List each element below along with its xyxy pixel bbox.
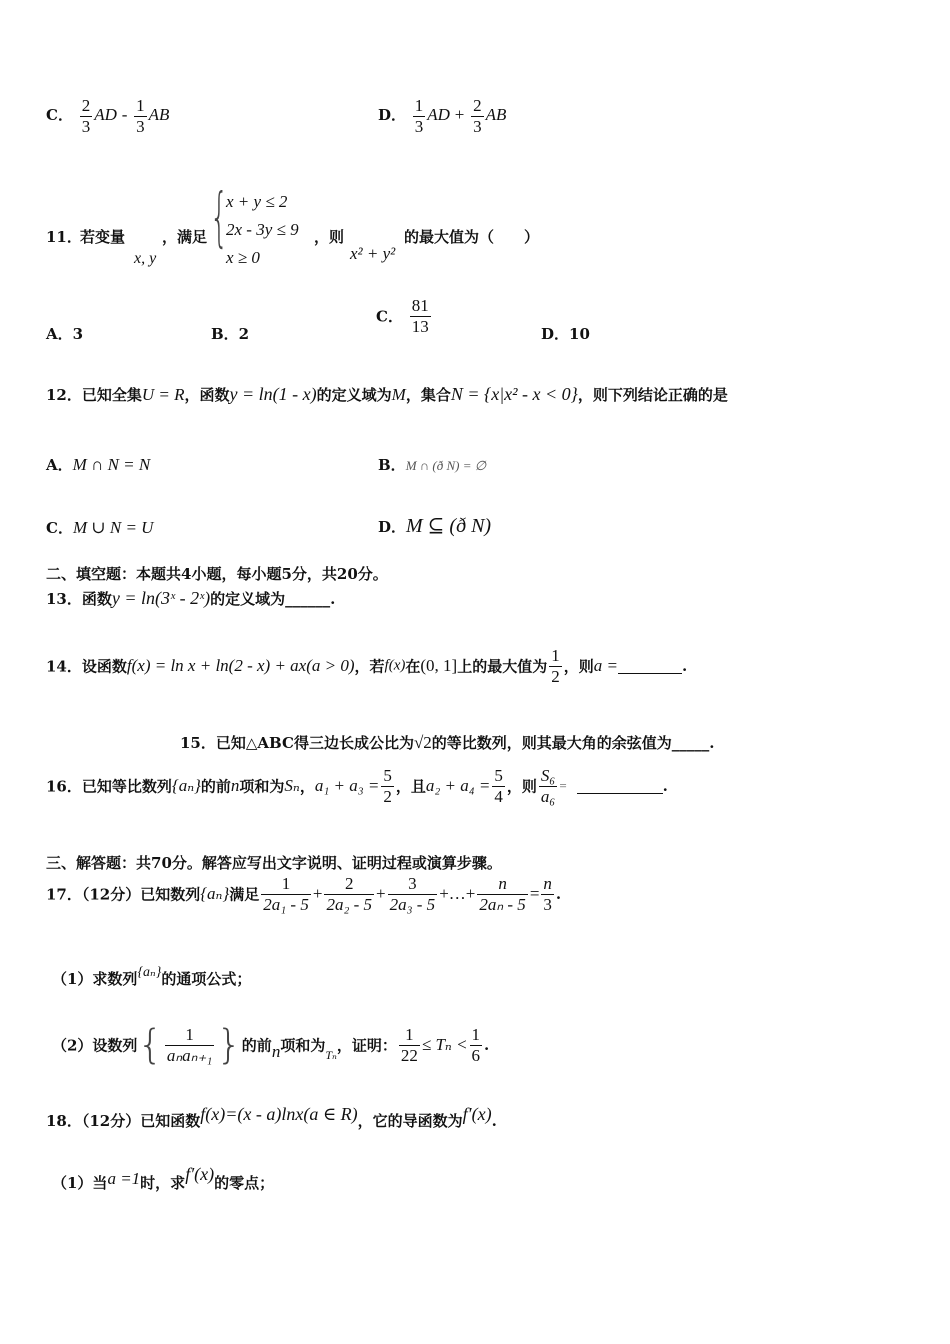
q10-option-d[interactable]: D． $\frac{1}{3}$ AD + $\frac{2}{3}$ AB	[378, 96, 507, 136]
q14: 14．设函数f(x) = ln x + ln(2 - x) + ax(a > 0)，若f(x)在(0, 1]上的最大值为 $\frac{1}{2}$ ，则a = .	[46, 646, 688, 686]
q17-stem: 17．（12分）已知数列{aₙ}满足 $\frac{1}{\text{2a₁ - 5}}$ + $\frac{2}{\text{2a₂ - 5}}$ + $\frac{3}{\text{2a₃ - 5}}$ +…+ $\frac{n}{\text{2aₙ - 5}}$ = $\frac{n}{3}$ .	[46, 874, 562, 914]
q18-part1: （1）当a =1时，求f′(x)的零点；	[52, 1164, 275, 1192]
fraction: $\frac{n}{\text{2aₙ - 5}}$	[479, 874, 526, 914]
q16: 16．已知等比数列{aₙ}的前n项和为Sₙ，a₁ + a₃ = $\frac{5}{2}$ ，且a₂ + a₄ = $\frac{5}{4}$ ，则 $\frac{\text{S₆}}{\text{a₆}}$ = .	[46, 766, 668, 806]
fraction: $\frac{5}{4}$	[494, 766, 503, 806]
fraction: $\frac{2}{3}$	[81, 96, 91, 136]
q10-option-c[interactable]: C． $\frac{2}{3}$ AD - $\frac{1}{3}$ AB	[46, 96, 170, 136]
fraction: $\frac{n}{3}$	[543, 874, 552, 914]
q11-option-d[interactable]: D．10	[541, 325, 590, 343]
q12-option-b[interactable]: B．M ∩ (ð N) = ∅	[378, 456, 487, 474]
fraction: $\frac{2}{3}$	[473, 96, 482, 136]
q11-text2: ，满足	[162, 228, 208, 246]
q11-option-c[interactable]: C． $\frac{81}{13}$	[376, 296, 429, 336]
q11-text4: 的最大值为（ ）	[404, 228, 540, 246]
q11-number: 11．	[46, 228, 82, 246]
option-label: C．	[46, 106, 73, 125]
fraction: $\frac{1}{3}$	[136, 96, 145, 136]
fraction: $\frac{1}{22}$	[400, 1024, 418, 1065]
left-brace: {	[210, 181, 229, 255]
fraction: $\frac{1}{\text{2a₁ - 5}}$	[263, 874, 309, 914]
option-label: D．	[378, 106, 407, 125]
q12-stem: 12．已知全集U = R，函数y = ln(1 - x)的定义域为M，集合N = {x|x² - x < 0}，则下列结论正确的是	[46, 384, 728, 404]
fraction: $\frac{81}{13}$	[411, 296, 429, 336]
q17-part2: （2）设数列{ $\frac{1}{\text{aₙaₙ₊₁}}$ }的前n项和为$_{T_n}$，证明： $\frac{1}{22}$ ≤ Tₙ < $\frac{1}{6}$ .	[52, 1022, 490, 1068]
fraction: $\frac{1}{2}$	[551, 646, 560, 686]
answer-blank[interactable]	[577, 779, 663, 794]
q11-text3: ，则	[314, 228, 345, 246]
q11-option-b[interactable]: B．2	[211, 325, 250, 343]
q11-system: x + y ≤ 2 2x - 3y ≤ 9 x ≥ 0	[226, 192, 299, 267]
q11-vars: x, y	[134, 250, 157, 267]
section-2-heading: 二、填空题：本题共4小题，每小题5分，共20分。	[46, 565, 388, 583]
fraction: $\frac{3}{\text{2a₃ - 5}}$	[389, 874, 436, 914]
q13: 13．函数y = ln(3ˣ - 2ˣ)的定义域为______.	[46, 588, 336, 608]
q17-part1: （1）求数列{aₙ}的通项公式；	[52, 965, 252, 988]
answer-blank[interactable]	[618, 659, 682, 674]
q12-option-a[interactable]: A．M ∩ N = N	[46, 455, 151, 474]
q12-option-d[interactable]: D．M ⊆ (ð N)	[378, 515, 492, 537]
q18-stem: 18．（12分）已知函数f(x)=(x - a)lnx(a ∈ R)，它的导函数为f′(x).	[46, 1104, 497, 1130]
fraction: $\frac{\text{S₆}}{\text{a₆}}$	[540, 766, 556, 806]
q11-option-a[interactable]: A．3	[46, 325, 84, 343]
q11-text1: 若变量	[80, 228, 126, 246]
fraction: $\frac{2}{\text{2a₂ - 5}}$	[326, 874, 373, 914]
fraction: $\frac{1}{6}$	[471, 1024, 481, 1065]
q11-expr: x² + y²	[350, 244, 396, 263]
fraction: $\frac{5}{2}$	[383, 766, 392, 806]
fraction: $\frac{1}{3}$	[414, 96, 424, 136]
q12-option-c[interactable]: C．M ∪ N = U	[46, 518, 154, 537]
section-3-heading: 三、解答题：共70分。解答应写出文字说明、证明过程或演算步骤。	[46, 854, 502, 872]
q15: 15．已知△ABC得三边长成公比为√2的等比数列，则其最大角的余弦值为_____.	[180, 733, 715, 752]
fraction: $\frac{1}{\text{aₙaₙ₊₁}}$	[166, 1024, 213, 1065]
